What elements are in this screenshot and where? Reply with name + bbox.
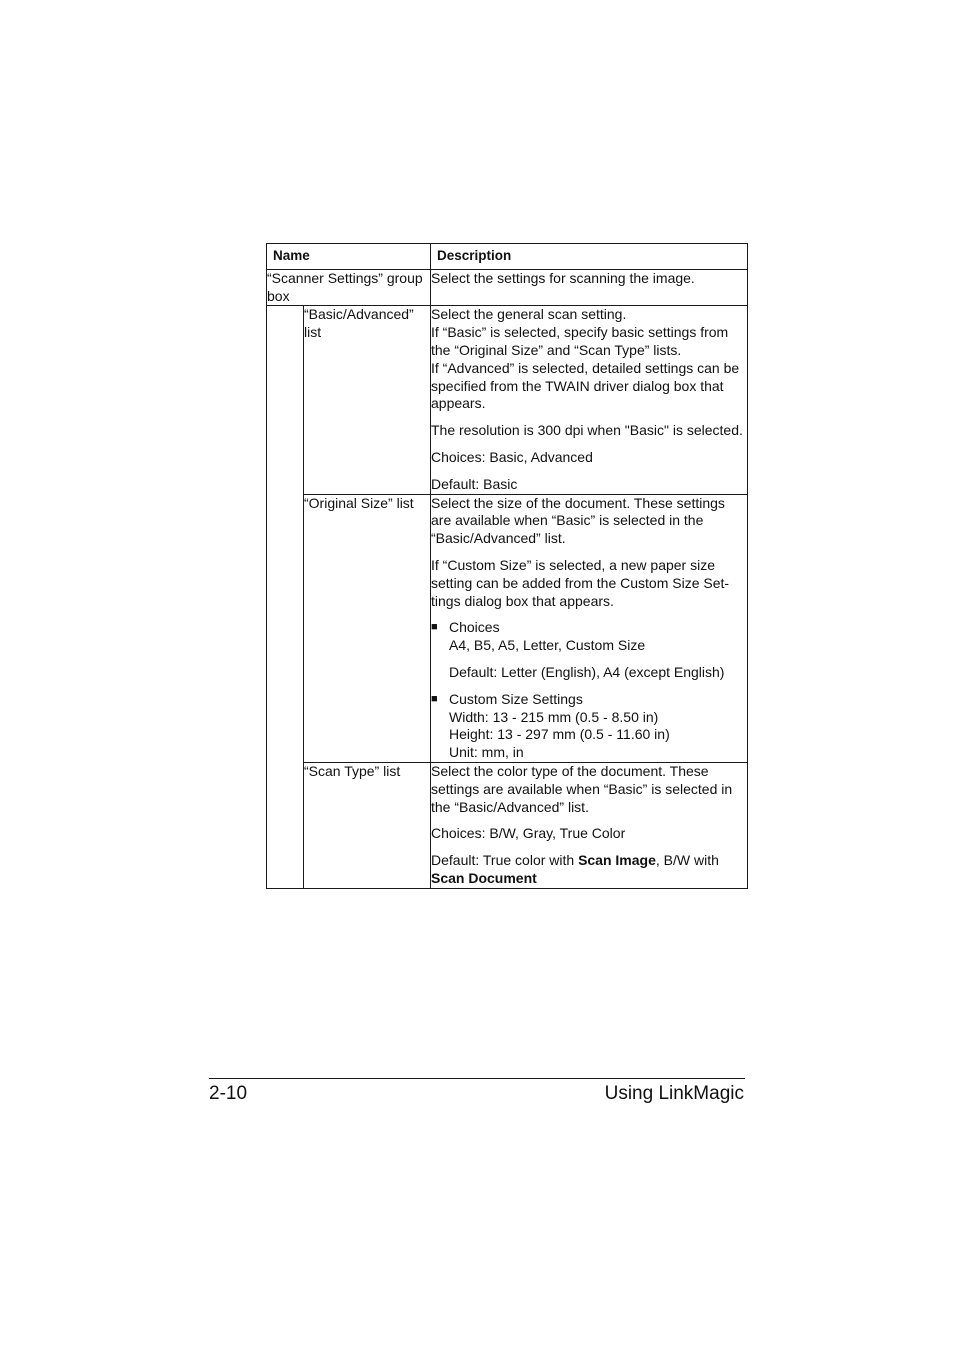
table-row-scan-type <box>267 762 748 888</box>
row-desc-scan-type <box>431 762 748 888</box>
row-name-original-size: “Original Size” list <box>304 494 431 762</box>
original-size-intro: Select the size of the document. These settings are available when “Basic” is selected in the “Basic/Advanced” list. <box>431 494 725 547</box>
row-name-scanner-settings: “Scanner Settings” group box <box>267 269 431 306</box>
row-desc-original-size <box>431 494 748 762</box>
scanner-settings-desc: Select the settings for scanning the image. <box>431 269 695 286</box>
custom-size-width: Width: 13 - 215 mm (0.5 - 8.50 in) <box>449 708 659 725</box>
table-row-scanner-settings <box>267 269 748 306</box>
square-bullet-icon: ■ <box>431 621 438 634</box>
row-name-basic-advanced: “Basic/Advanced” list <box>304 306 431 494</box>
indent-cell <box>267 306 304 888</box>
custom-size-height: Height: 13 - 297 mm (0.5 - 11.60 in) <box>449 726 670 743</box>
basic-advanced-line-3: If “Advanced” is selected, detailed settings can be specified from the TWAIN driver dialog box that appears. <box>431 359 740 412</box>
custom-size-title: Custom Size Settings <box>449 690 583 707</box>
original-size-choices-bullet <box>431 619 747 655</box>
row-name-scan-type: “Scan Type” list <box>304 762 431 888</box>
scan-type-intro: Select the color type of the document. These settings are available when “Basic” is selected in the “Basic/Advanced” list. <box>431 762 733 815</box>
basic-advanced-line-2: If “Basic” is selected, specify basic settings from the “Original Size” and “Scan Type” lists. <box>431 324 729 358</box>
table-row-original-size <box>267 494 748 762</box>
choices-title: Choices <box>449 619 500 636</box>
table-header-row <box>267 244 748 270</box>
original-size-custom-note: If “Custom Size” is selected, a new paper size setting can be added from the Custom Size Set-tings dialog box that appears. <box>431 556 730 609</box>
choices-value: A4, B5, A5, Letter, Custom Size <box>449 637 646 654</box>
header-description: Description <box>431 244 748 270</box>
original-size-custom-bullet <box>431 691 747 762</box>
square-bullet-icon: ■ <box>431 692 438 705</box>
basic-advanced-intro <box>431 306 747 413</box>
scan-type-default: Default: True color with Scan Image, B/W with Scan Document <box>431 852 719 886</box>
row-desc-scanner-settings <box>431 269 748 306</box>
row-desc-basic-advanced <box>431 306 748 494</box>
basic-advanced-line-1: Select the general scan setting. <box>431 306 627 323</box>
basic-advanced-resolution: The resolution is 300 dpi when "Basic" is selected. <box>431 422 743 439</box>
scan-type-choices: Choices: B/W, Gray, True Color <box>431 825 626 842</box>
settings-table <box>266 243 748 889</box>
page-number: 2-10 <box>209 1083 248 1104</box>
header-name: Name <box>267 244 431 270</box>
footer-divider <box>209 1078 745 1079</box>
custom-size-unit: Unit: mm, in <box>449 744 524 761</box>
table-row-basic-advanced <box>267 306 748 494</box>
basic-advanced-default: Default: Basic <box>431 475 518 492</box>
choices-default: Default: Letter (English), A4 (except English) <box>449 663 725 680</box>
section-title: Using LinkMagic <box>604 1083 744 1104</box>
basic-advanced-choices: Choices: Basic, Advanced <box>431 448 593 465</box>
